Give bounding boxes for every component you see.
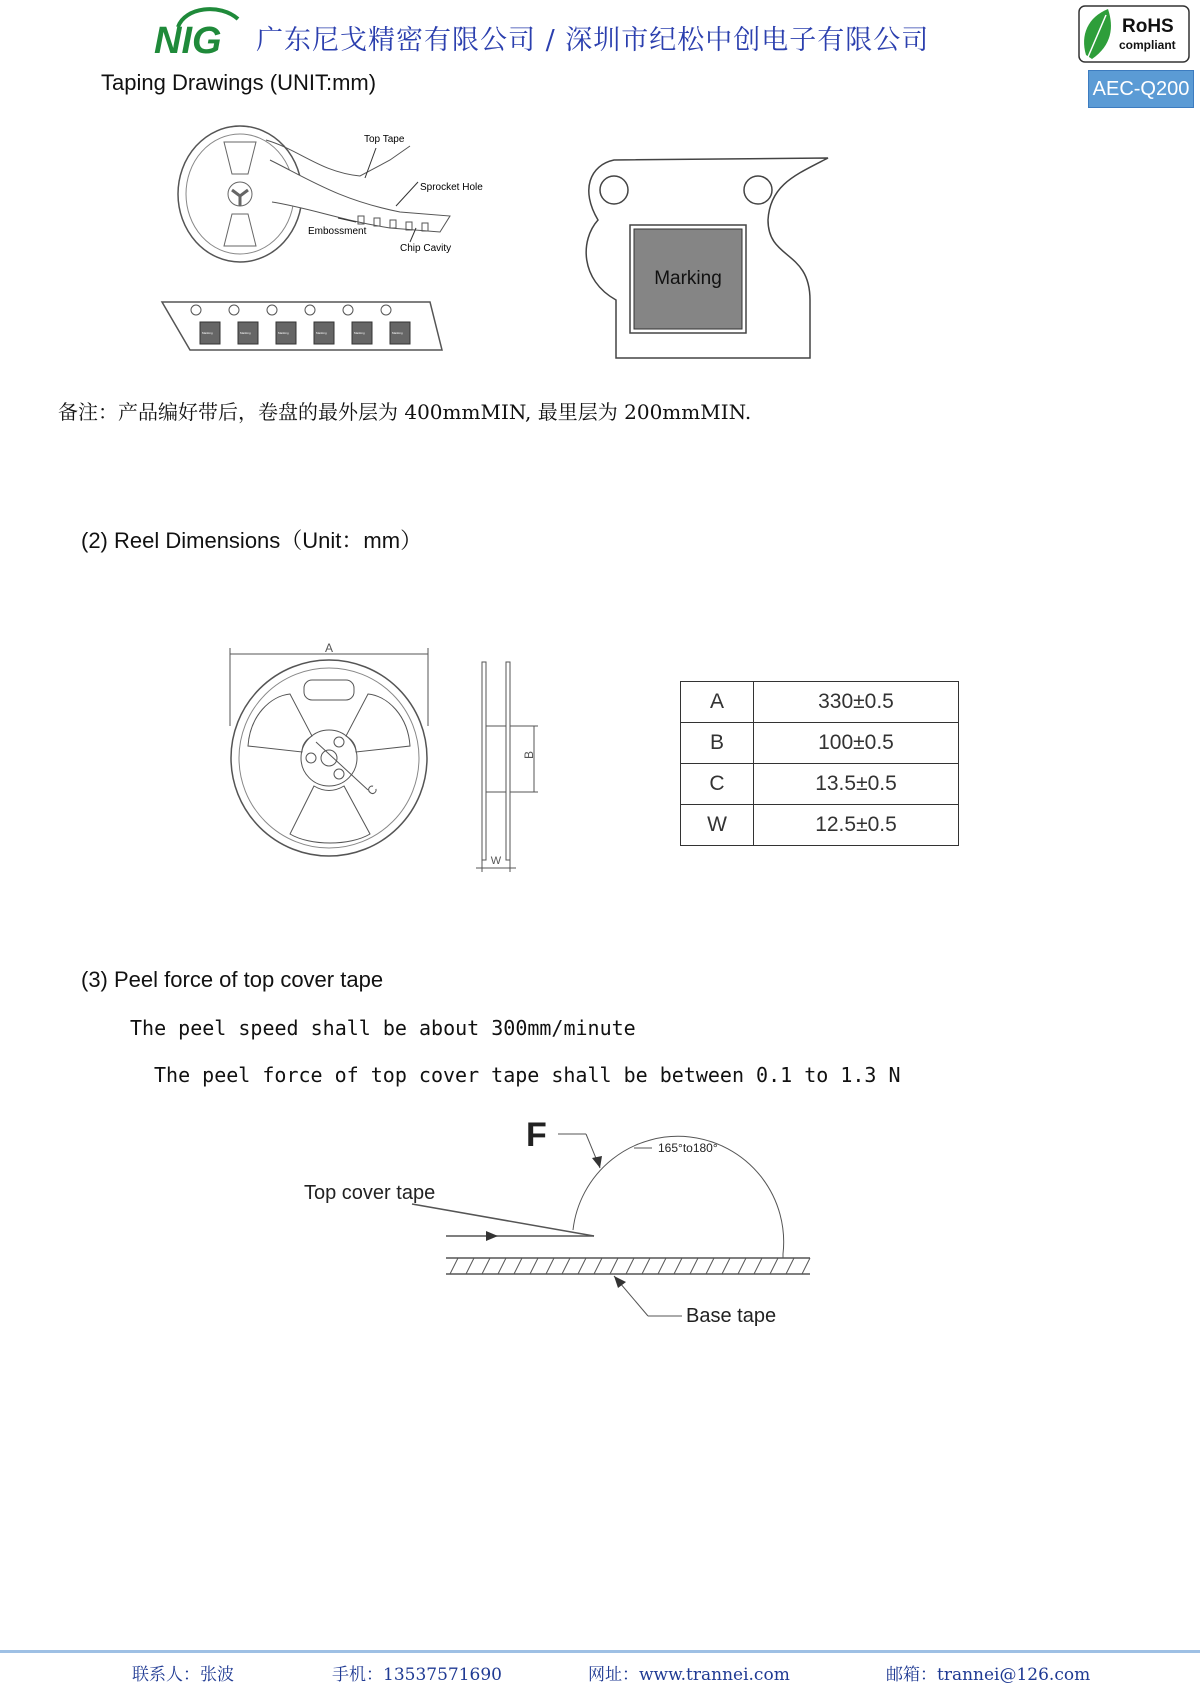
chip-cavity-label: Chip Cavity <box>400 243 452 254</box>
dimension-value: 330±0.5 <box>754 682 959 723</box>
table-row <box>681 805 959 846</box>
reel-dimensions-heading: (2) Reel Dimensions（Unit：mm） <box>81 528 423 553</box>
footer-contact: 联系人：张波 <box>132 1665 234 1685</box>
chip-mark: Marking <box>202 331 213 335</box>
dimension-value: 100±0.5 <box>754 723 959 764</box>
chip-mark: Marking <box>278 331 289 335</box>
embossment-label: Embossment <box>308 226 367 237</box>
peel-speed-text: The peel speed shall be about 300mm/minute <box>130 1016 636 1040</box>
base-hatching <box>450 1258 810 1274</box>
rohs-badge <box>1078 5 1190 63</box>
footer-divider <box>0 1650 1200 1653</box>
footer-phone: 手机：13537571690 <box>332 1665 502 1685</box>
company-name: 广东尼戈精密有限公司 / 深圳市纪松中创电子有限公司 <box>256 25 930 56</box>
dimension-value: 13.5±0.5 <box>754 764 959 805</box>
reel-label-b: B <box>522 750 536 759</box>
dimension-key: C <box>681 764 754 805</box>
logo-text: NIG <box>154 20 222 62</box>
table-row <box>681 764 959 805</box>
dimension-key: A <box>681 682 754 723</box>
marking-pocket-diagram <box>570 150 830 370</box>
footer-website[interactable]: 网址：www.trannei.com <box>588 1665 790 1685</box>
reel-label-w: W <box>490 855 502 867</box>
table-row <box>681 723 959 764</box>
rohs-title: RoHS <box>1122 16 1174 37</box>
peel-force-diagram <box>290 1110 830 1340</box>
base-tape-label: Base tape <box>686 1305 777 1327</box>
rohs-sub: compliant <box>1119 38 1176 52</box>
top-tape-label: Top Tape <box>364 134 405 145</box>
aec-badge: AEC-Q200 <box>1088 70 1194 108</box>
chip-mark: Marking <box>240 331 251 335</box>
reel-dimensions-table <box>680 681 959 846</box>
dimension-key: B <box>681 723 754 764</box>
peel-force-heading: (3) Peel force of top cover tape <box>81 967 384 992</box>
footer-email[interactable]: 邮箱：trannei@126.com <box>886 1665 1091 1685</box>
force-label: F <box>526 1116 547 1154</box>
reel-label-a: A <box>324 641 334 655</box>
chip-mark: Marking <box>354 331 365 335</box>
chip-mark: Marking <box>392 331 403 335</box>
chip-mark: Marking <box>316 331 327 335</box>
sprocket-hole-label: Sprocket Hole <box>420 182 483 193</box>
reel-front-diagram <box>220 636 450 866</box>
taping-note: 备注：产品编好带后，卷盘的最外层为 400mmMIN, 最里层为 200mmMIN. <box>58 400 752 424</box>
reel-side-diagram <box>470 656 550 876</box>
peel-force-text: The peel force of top cover tape shall be between 0.1 to 1.3 N <box>154 1063 901 1087</box>
taping-reel-diagram <box>160 120 500 370</box>
table-row <box>681 682 959 723</box>
dimension-key: W <box>681 805 754 846</box>
nig-logo <box>150 3 250 63</box>
dimension-value: 12.5±0.5 <box>754 805 959 846</box>
taping-title: Taping Drawings (UNIT:mm) <box>101 70 377 95</box>
marking-label: Marking <box>654 268 722 289</box>
reel-label-c: C <box>364 782 381 799</box>
angle-label: 165°to180° <box>658 1141 718 1155</box>
top-cover-tape-label: Top cover tape <box>304 1182 436 1204</box>
